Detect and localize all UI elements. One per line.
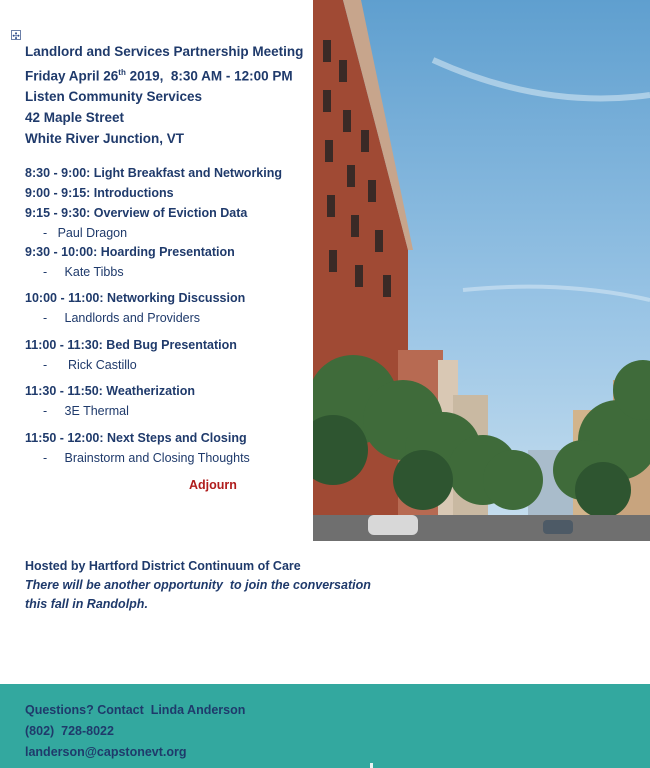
agenda-item-speaker: - Rick Castillo: [43, 358, 137, 372]
note-line-2: this fall in Randolph.: [25, 597, 148, 611]
agenda-item-speaker: - Paul Dragon: [43, 226, 128, 240]
event-organization: Listen Community Services: [25, 89, 203, 105]
table-move-handle-icon[interactable]: ✣: [12, 31, 20, 41]
agenda-item-speaker: - Brainstorm and Closing Thoughts: [43, 451, 250, 465]
street-photo-illustration: [313, 0, 650, 541]
agenda-item-title: 9:00 - 9:15: Introductions: [25, 186, 174, 200]
event-date: [25, 63, 310, 87]
event-date-prefix: Friday April 26: [25, 68, 119, 84]
street-photo: [313, 0, 650, 541]
agenda-item-speaker: - Kate Tibbs: [43, 265, 124, 279]
agenda-item-title: 9:30 - 10:00: Hoarding Presentation: [25, 245, 235, 259]
agenda-item-title: 11:30 - 11:50: Weatherization: [25, 384, 195, 398]
host-line: Hosted by Hartford District Continuum of Care: [25, 559, 301, 573]
contact-phone: (802) 728-8022: [25, 724, 114, 738]
agenda-item-title: 8:30 - 9:00: Light Breakfast and Networking: [25, 166, 283, 180]
agenda-item-speaker: - 3E Thermal: [43, 404, 129, 418]
agenda-item-speaker: - Landlords and Providers: [43, 311, 201, 325]
event-title: Landlord and Services Partnership Meeting: [25, 44, 304, 59]
adjourn-label: Adjourn: [189, 478, 237, 492]
contact-lines: [25, 700, 245, 763]
hosted-by-section: [25, 557, 405, 614]
footer-mark: [370, 763, 373, 768]
agenda-item-title: 11:00 - 11:30: Bed Bug Presentation: [25, 338, 237, 352]
contact-email[interactable]: landerson@capstonevt.org: [25, 745, 187, 759]
event-date-suffix: th: [118, 67, 126, 77]
event-header: [25, 42, 310, 149]
contact-name: Questions? Contact Linda Anderson: [25, 703, 246, 717]
agenda-item-title: 10:00 - 11:00: Networking Discussion: [25, 291, 246, 305]
event-date-rest: 2019, 8:30 AM - 12:00 PM: [125, 68, 293, 84]
event-city: White River Junction, VT: [25, 130, 185, 146]
note-line-1: There will be another opportunity to join the conversation: [25, 578, 371, 592]
contact-footer: [0, 684, 650, 768]
agenda-item-title: 11:50 - 12:00: Next Steps and Closing: [25, 431, 247, 445]
agenda-item-title: 9:15 - 9:30: Overview of Eviction Data: [25, 206, 248, 220]
event-street: 42 Maple Street: [25, 109, 125, 125]
